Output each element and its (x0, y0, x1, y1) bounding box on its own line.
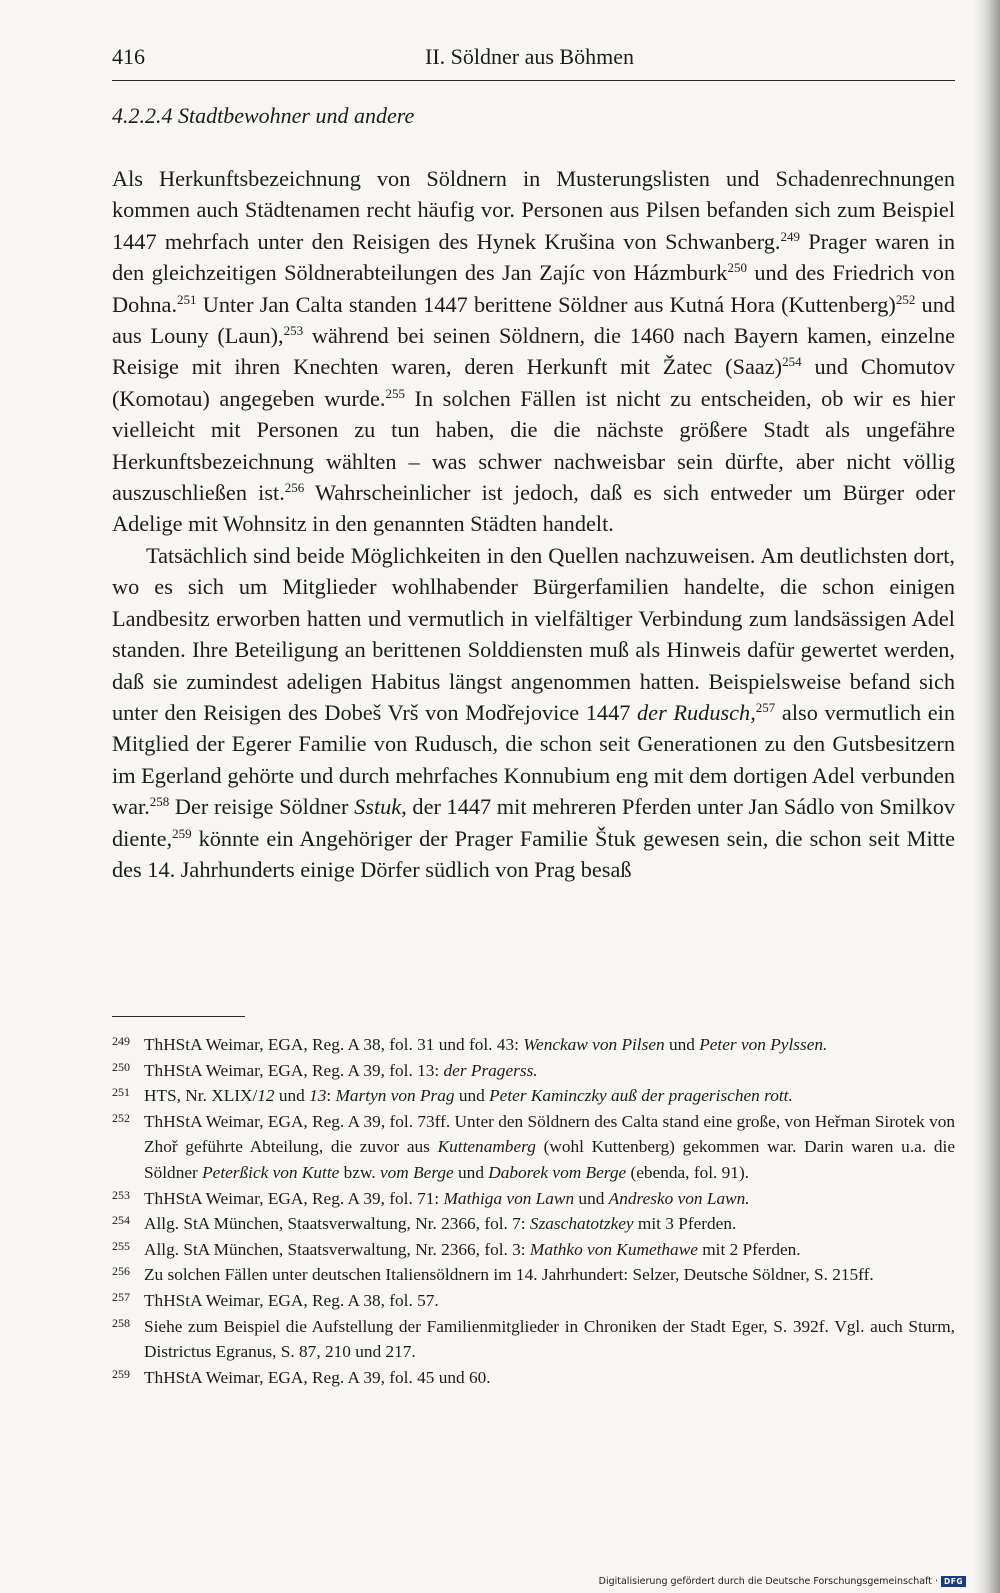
italic-text: Peter Kaminczky auß der pragerischen rott. (489, 1086, 793, 1106)
text-run: ThHStA Weimar, EGA, Reg. A 39, fol. 71: (144, 1188, 444, 1208)
footnote-ref: 256 (284, 480, 305, 496)
footnote: 258 Siehe zum Beispiel die Aufstellung der Familienmitglieder in Chroniken der Stadt Eger, S. 392f. Vgl. auch Sturm, Districtus Egranus, S. 87, 210 und 217. (112, 1315, 955, 1362)
paragraph (112, 163, 955, 540)
text-run: (ebenda, fol. 91). (626, 1162, 750, 1182)
text-run: Allg. StA München, Staatsverwaltung, Nr. 2366, fol. 7: (144, 1214, 530, 1234)
italic-text: Andresko von Lawn. (608, 1188, 750, 1208)
italic-text: der Pragerss. (443, 1060, 538, 1080)
text-run: , der 1447 mit mehreren Pferden unter Jan Sádlo von Smilkov diente, (112, 794, 955, 851)
text-run: Tatsächlich sind beide Möglichkeiten in den Quellen nachzuweisen. Am deutlichsten dort, wo es sich um Mitglieder wohlhabender Bürgerfamilien handelte, die schon einigen Landbesitz erworben hatten und vermutlich in vielfältiger Verbindung zum landsässigen Adel standen. Ihre Beteiligung an berittenen Solddiensten muß als Hinweis dafür gewertet werden, daß sie zumindest adeligen Habitus längst angenommen hatten. Beispielsweise befand sich unter den Reisigen des Dobeš Vrš von Modřejovice 1447 (112, 542, 955, 725)
text-run: Siehe zum Beispiel die Aufstellung der Familienmitglieder in Chroniken der Stadt Eger, S. 392f. Vgl. auch Sturm, Districtus Egranus, S. 87, 210 und 217. (144, 1316, 955, 1362)
italic-text: vom Berge (379, 1162, 454, 1182)
paragraph (112, 540, 955, 885)
text-run: also vermutlich ein Mitglied der Egerer Familie von Rudusch, die schon seit Generationen zu den Gutsbesitzern im Egerland gehörte und durch mehrfaches Konnubium eng mit dem dortigen Adel verbunden war. (112, 699, 955, 820)
footnote-ref: 252 (895, 291, 916, 307)
italic-text: Szaschatotzkey (529, 1214, 634, 1234)
text-run: und (453, 1162, 489, 1182)
italic-text: Martyn von Prag (335, 1086, 455, 1106)
text-run: Der reisige Söldner (169, 794, 355, 820)
text-run: und (664, 1035, 700, 1054)
text-run: ThHStA Weimar, EGA, Reg. A 39, fol. 73ff. Unter den Söldnern des Calta stand eine große, von Heřman Sirotek von Zhoř geführte Abteilung, die zuvor aus (144, 1111, 955, 1157)
footnote: 257 ThHStA Weimar, EGA, Reg. A 38, fol. 57. (112, 1289, 439, 1310)
text-run: Zu solchen Fällen unter deutschen Italiensöldnern im 14. Jahrhundert: Selzer, Deutsche Söldner, S. 215ff. (144, 1265, 874, 1285)
italic-text: Kuttenamberg (437, 1137, 536, 1157)
text-run: mit 2 Pferden. (697, 1239, 801, 1259)
text-run: ThHStA Weimar, EGA, Reg. A 38, fol. 57. (144, 1290, 439, 1310)
text-run: und (274, 1086, 310, 1106)
text-run: mit 3 Pferden. (633, 1214, 737, 1234)
dfg-logo: DFG (941, 1576, 966, 1587)
footnote-ref: 253 (283, 323, 304, 339)
text-run: : (326, 1086, 336, 1106)
text-run: Allg. StA München, Staatsverwaltung, Nr. 2366, fol. 3: (144, 1239, 530, 1259)
italic-text: 13 (309, 1086, 327, 1106)
text-run: ThHStA Weimar, EGA, Reg. A 39, fol. 45 und 60. (144, 1367, 491, 1387)
footnotes (112, 1032, 955, 1390)
footnote-ref: 255 (385, 385, 406, 401)
footnote: 250 ThHStA Weimar, EGA, Reg. A 39, fol. 13: der Pragerss. (112, 1059, 538, 1080)
text-run: In solchen Fällen ist nicht zu entscheiden, ob wir es hier vielleicht mit Personen zu tun haben, die die nächste größere Stadt als ungefähre Herkunftsbezeichnung wählten – was schwer nachweisbar sein dürfte, aber nicht völlig auszuschließen ist. (112, 385, 955, 506)
footnote: 249 ThHStA Weimar, EGA, Reg. A 38, fol. 31 und fol. 43: Wenckaw von Pilsen und Peter von Pylssen. (112, 1034, 828, 1054)
italic-text: Peterßick von Kutte (202, 1162, 340, 1182)
page-edge-shadow (974, 0, 1000, 1593)
text-run: Wahrscheinlicher ist jedoch, daß es sich entweder um Bürger oder Adelige mit Wohnsitz in den genannten Städten handelt. (112, 480, 956, 537)
footnote-ref: 259 (172, 825, 192, 841)
footnote-ref: 257 (755, 699, 776, 715)
footer-credit (599, 1576, 966, 1587)
italic-text: Peter von Pylssen. (699, 1035, 828, 1054)
italic-text: Mathko von Kumethawe (529, 1239, 698, 1259)
footnote-rule (112, 1016, 245, 1017)
footnote: 259 ThHStA Weimar, EGA, Reg. A 39, fol. 45 und 60. (112, 1366, 491, 1387)
italic-text: Wenckaw von Pilsen (523, 1035, 665, 1054)
footnote: 254 Allg. StA München, Staatsverwaltung, Nr. 2366, fol. 7: Szaschatotzkey mit 3 Pferden. (112, 1213, 737, 1234)
text-run: und aus Louny (Laun), (112, 291, 955, 349)
text-run: (wohl Kuttenberg) gekommen war. Darin waren u.a. die Söldner (144, 1137, 955, 1182)
footnote-ref: 251 (177, 291, 197, 307)
italic-text: Sstuk (354, 794, 402, 820)
text-run: Prager waren in den gleichzeitigen Söldnerabteilungen des Jan Zajíc von Házmburk (112, 228, 955, 286)
text-run: Als Herkunftsbezeichnung von Söldnern in Musterungslisten und Schadenrechnungen kommen auch Städtenamen recht häufig vor. Personen aus Pilsen befanden sich zum Beispiel 1447 mehrfach unter den Reisigen des Hynek Krušina von Schwanberg. (112, 166, 955, 254)
footnote-ref: 250 (727, 260, 747, 276)
text-run: Unter Jan Calta standen 1447 berittene Söldner aus Kutná Hora (Kuttenberg) (196, 291, 896, 317)
footnote: 255 Allg. StA München, Staatsverwaltung, Nr. 2366, fol. 3: Mathko von Kumethawe mit 2 Pferden. (112, 1238, 801, 1259)
text-run: und (574, 1188, 609, 1208)
footnote-ref: 258 (149, 794, 170, 810)
running-head: II. Söldner aus Böhmen (425, 44, 634, 69)
text-run: ThHStA Weimar, EGA, Reg. A 38, fol. 31 und fol. 43: (144, 1035, 524, 1054)
italic-text: Daborek vom Berge (488, 1162, 627, 1182)
text-run: HTS, Nr. XLIX/ (144, 1086, 258, 1106)
footnote-ref: 249 (780, 228, 800, 244)
text-run: könnte ein Angehöriger der Prager Familie Štuk gewesen sein, die schon seit Mitte des 14. Jahrhunderts einige Dörfer südlich von Prag besaß (112, 825, 955, 882)
body-text (112, 163, 955, 885)
section-heading: 4.2.2.4 Stadtbewohner und andere (112, 103, 415, 128)
footnote: 256 Zu solchen Fällen unter deutschen Italiensöldnern im 14. Jahrhundert: Selzer, Deutsche Söldner, S. 215ff. (112, 1264, 874, 1285)
footer-separator: · (934, 1576, 938, 1587)
italic-text: Mathiga von Lawn (443, 1188, 575, 1208)
footer-credit-text: Digitalisierung gefördert durch die Deutsche Forschungsgemeinschaft (598, 1576, 932, 1587)
italic-text: der Rudusch, (637, 699, 756, 725)
italic-text: 12 (257, 1086, 275, 1106)
page-number: 416 (112, 44, 145, 69)
footnote: 252 ThHStA Weimar, EGA, Reg. A 39, fol. 73ff. Unter den Söldnern des Calta stand eine große, von Heřman Sirotek von Zhoř geführte Abteilung, die zuvor aus Kuttenamberg (wohl Kuttenberg) gekommen war. Darin waren u.a. die Söldner Peterßick von Kutte bzw. vom Berge und Daborek vom Berge (ebenda, fol. 91). (112, 1110, 955, 1182)
footnote: 253 ThHStA Weimar, EGA, Reg. A 39, fol. 71: Mathiga von Lawn und Andresko von Lawn. (112, 1187, 750, 1208)
text-run: und (454, 1086, 490, 1106)
text-run: und Chomutov (Komotau) angegeben wurde. (112, 354, 956, 411)
page-header (112, 44, 955, 81)
text-run: bzw. (339, 1162, 380, 1182)
text-run: und des Friedrich von Dohna. (112, 260, 955, 317)
footnote-ref: 254 (782, 354, 802, 370)
footnote: 251 HTS, Nr. XLIX/12 und 13: Martyn von Prag und Peter Kaminczky auß der pragerischen rott. (112, 1085, 793, 1106)
text-run: während bei seinen Söldnern, die 1460 nach Bayern kamen, einzelne Reisige mit ihren Knechten waren, deren Herkunft mit Žatec (Saaz) (112, 323, 955, 380)
text-run: ThHStA Weimar, EGA, Reg. A 39, fol. 13: (144, 1060, 444, 1080)
